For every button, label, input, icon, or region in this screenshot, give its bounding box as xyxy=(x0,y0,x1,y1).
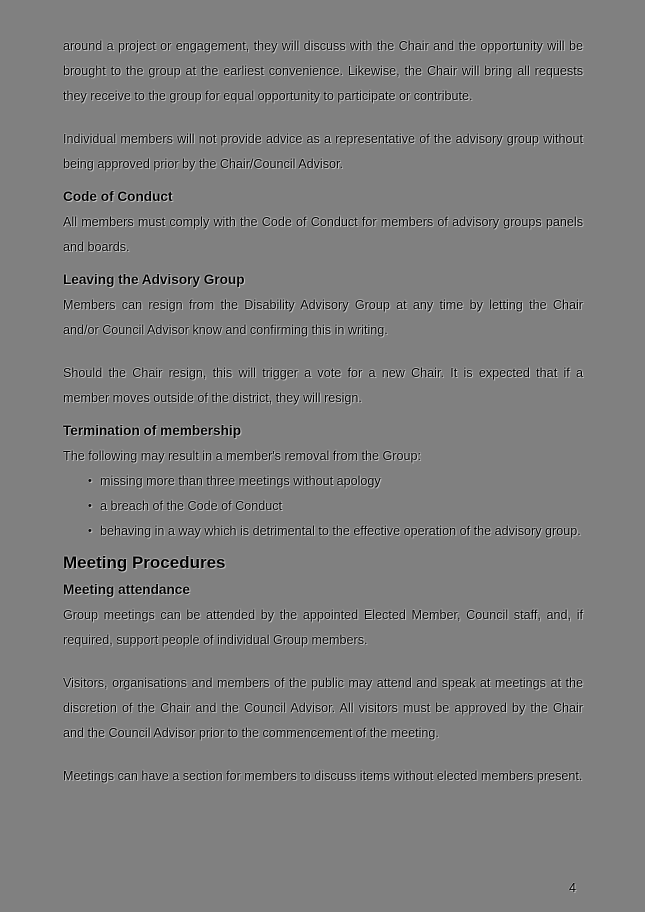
list-item-text: a breach of the Code of Conduct xyxy=(100,499,283,513)
paragraph-resign: Members can resign from the Disability Advisory Group at any time by letting the Chair and/or Council Advisor know and confirming this in writing. xyxy=(63,298,583,337)
list-item-text: behaving in a way which is detrimental to the effective operation of the advisory group. xyxy=(100,524,581,538)
paragraph-termination-intro: The following may result in a member's removal from the Group: xyxy=(63,449,421,463)
document-content xyxy=(63,34,583,789)
bullet-icon: • xyxy=(88,475,92,487)
chapter-heading-meeting-procedures: Meeting Procedures xyxy=(63,553,226,572)
paragraph-code-of-conduct: All members must comply with the Code of Conduct for members of advisory groups panels and boards. xyxy=(63,215,583,254)
bullet-list xyxy=(63,469,583,544)
list-item xyxy=(63,469,583,494)
bullet-icon: • xyxy=(88,500,92,512)
paragraph-private-section: Meetings can have a section for members to discuss items without elected members present. xyxy=(63,769,583,783)
bullet-icon: • xyxy=(88,525,92,537)
list-item xyxy=(63,519,583,544)
list-item-text: missing more than three meetings without apology xyxy=(100,474,381,488)
paragraph-attendance: Group meetings can be attended by the appointed Elected Member, Council staff, and, if required, support people of individual Group members. xyxy=(63,608,583,647)
paragraph-continuation: around a project or engagement, they will discuss with the Chair and the opportunity will be brought to the group at the earliest convenience. Likewise, the Chair will bring all requests they receive to the group for equal opportunity to participate or contribute. xyxy=(63,39,583,103)
paragraph-visitors: Visitors, organisations and members of the public may attend and speak at meetings at the discretion of the Chair and the Council Advisor. All visitors must be approved by the Chair and the Council Advisor prior to the commencement of the meeting. xyxy=(63,676,583,740)
page-number: 4 xyxy=(568,881,576,895)
list-item xyxy=(63,494,583,519)
paragraph-chair-resign: Should the Chair resign, this will trigger a vote for a new Chair. It is expected that if a member moves outside of the district, they will resign. xyxy=(63,366,583,405)
section-heading-code-of-conduct: Code of Conduct xyxy=(63,189,173,204)
section-heading-termination: Termination of membership xyxy=(63,423,241,438)
paragraph-individual-members: Individual members will not provide advice as a representative of the advisory group without being approved prior by the Chair/Council Advisor. xyxy=(63,132,583,171)
section-heading-meeting-attendance: Meeting attendance xyxy=(63,582,190,597)
section-heading-leaving-group: Leaving the Advisory Group xyxy=(63,272,245,287)
